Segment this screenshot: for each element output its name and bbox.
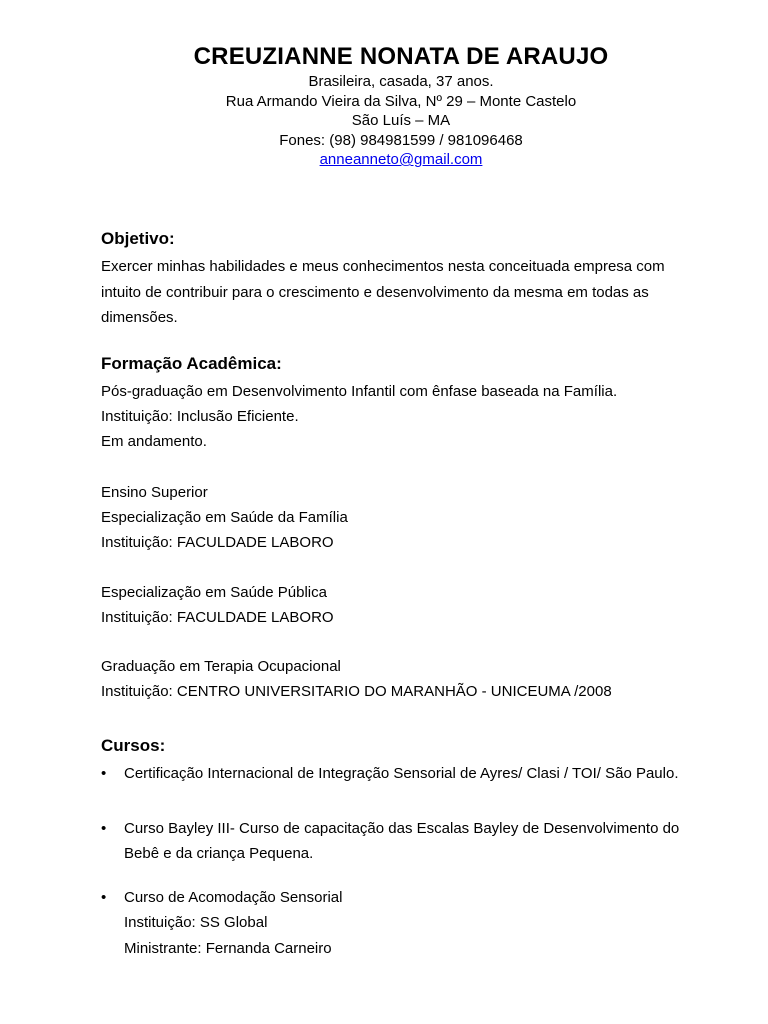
course-item bbox=[101, 816, 741, 867]
resume-header bbox=[0, 42, 768, 170]
objective-text-line: dimensões. bbox=[101, 309, 178, 326]
objective-text-line: intuito de contribuir para o crescimento e desenvolvimento da mesma em todas as bbox=[101, 283, 649, 301]
education-pos-status: Em andamento. bbox=[101, 433, 207, 450]
education-title: Formação Acadêmica: bbox=[101, 354, 282, 373]
education-specialization-family: Especialização em Saúde da Família bbox=[101, 509, 348, 526]
bullet-icon: • bbox=[101, 888, 107, 906]
phone-numbers: Fones: (98) 984981599 / 981096468 bbox=[279, 131, 523, 149]
courses-title: Cursos: bbox=[101, 736, 166, 755]
course-instructor: Ministrante: Fernanda Carneiro bbox=[124, 939, 332, 957]
objective-text-line: Exercer minhas habilidades e meus conhecimentos nesta conceituada empresa com bbox=[101, 258, 665, 275]
email-link[interactable]: anneanneto@gmail.com bbox=[319, 151, 483, 168]
course-item bbox=[101, 761, 741, 787]
education-graduation: Graduação em Terapia Ocupacional bbox=[101, 658, 341, 675]
education-section bbox=[101, 353, 741, 704]
education-pos-institution: Instituição: Inclusão Eficiente. bbox=[101, 408, 299, 425]
course-text: Curso de Acomodação Sensorial bbox=[124, 888, 343, 906]
address-street: Rua Armando Vieira da Silva, Nº 29 – Monte Castelo bbox=[225, 92, 577, 110]
candidate-name: CREUZIANNE NONATA DE ARAUJO bbox=[193, 43, 609, 70]
bullet-icon: • bbox=[101, 819, 107, 837]
courses-list bbox=[101, 761, 741, 961]
course-institution: Instituição: SS Global bbox=[124, 914, 268, 931]
education-specialization-public: Especialização em Saúde Pública bbox=[101, 584, 327, 601]
courses-section bbox=[101, 735, 741, 961]
education-graduation-institution: Instituição: CENTRO UNIVERSITARIO DO MARANHÃO - UNICEUMA /2008 bbox=[101, 683, 612, 700]
course-text: Curso Bayley III- Curso de capacitação das Escalas Bayley de Desenvolvimento do bbox=[124, 819, 680, 837]
education-level: Ensino Superior bbox=[101, 484, 208, 501]
address-city: São Luís – MA bbox=[351, 112, 451, 129]
course-item bbox=[101, 885, 741, 962]
objective-title: Objetivo: bbox=[101, 229, 175, 248]
bullet-icon: • bbox=[101, 765, 107, 782]
objective-section bbox=[101, 228, 741, 331]
course-text: Certificação Internacional de Integração Sensorial de Ayres/ Clasi / TOI/ São Paulo. bbox=[124, 765, 679, 782]
course-text: Bebê e da criança Pequena. bbox=[124, 845, 314, 862]
education-specialization-family-institution: Instituição: FACULDADE LABORO bbox=[101, 534, 334, 551]
personal-info: Brasileira, casada, 37 anos. bbox=[308, 73, 494, 90]
education-specialization-public-institution: Instituição: FACULDADE LABORO bbox=[101, 609, 334, 626]
education-pos-course: Pós-graduação em Desenvolvimento Infantil com ênfase baseada na Família. bbox=[101, 383, 618, 400]
